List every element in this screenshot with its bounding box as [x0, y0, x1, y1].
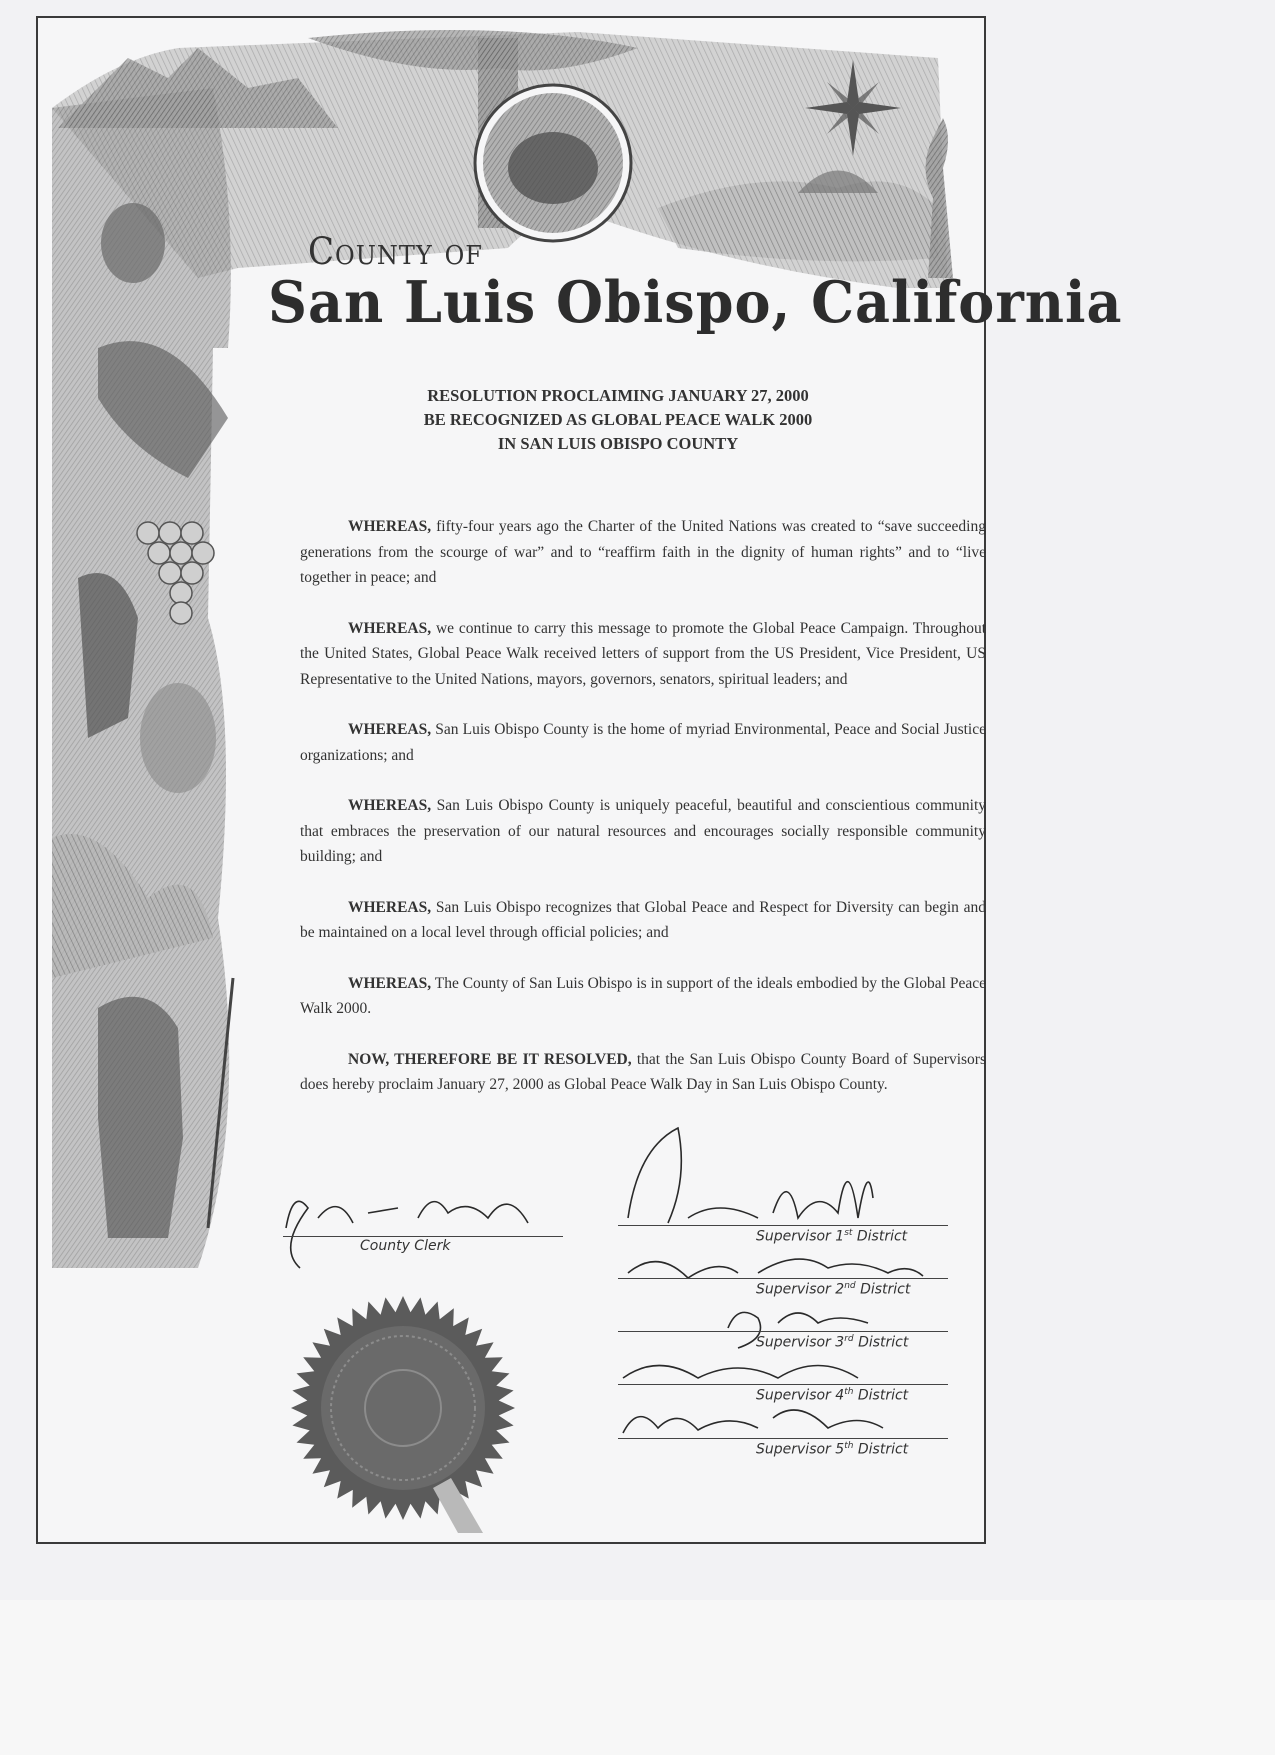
district-number: 2 — [835, 1281, 845, 1298]
resolution-body — [300, 514, 986, 1123]
paragraph-lead: WHEREAS, — [348, 619, 432, 637]
resolved-paragraph — [300, 1047, 986, 1098]
header-county-of: County of — [308, 230, 483, 274]
paragraph-lead: NOW, THEREFORE BE IT RESOLVED, — [348, 1050, 632, 1068]
paragraph-text: that the San Luis Obispo County Board of Supervisors does hereby proclaim January 27, 2000 as Global Peace Walk Day in San Luis Obispo County. — [300, 1050, 986, 1093]
whereas-paragraph — [300, 971, 986, 1022]
resolution-title — [268, 384, 968, 456]
district-word: District — [857, 1387, 909, 1404]
resolution-title-line: BE RECOGNIZED AS GLOBAL PEACE WALK 2000 — [423, 410, 813, 429]
supervisor-label — [756, 1441, 908, 1458]
district-ordinal: th — [844, 1441, 854, 1451]
district-ordinal: th — [844, 1387, 854, 1397]
supervisor-title: Supervisor — [756, 1441, 831, 1458]
paragraph-lead: WHEREAS, — [348, 721, 432, 738]
resolution-title-line: IN SAN LUIS OBISPO COUNTY — [497, 434, 739, 453]
district-number: 1 — [835, 1228, 845, 1245]
scan-margin — [0, 1600, 1275, 1755]
district-word: District — [858, 1334, 909, 1351]
supervisor-title: Supervisor — [756, 1387, 831, 1404]
paragraph-lead: WHEREAS, — [348, 898, 432, 916]
district-word: District — [860, 1281, 911, 1298]
paragraph-text: The County of San Luis Obispo is in support of the ideals embodied by the Global Peace Walk 2000. — [300, 974, 986, 1017]
whereas-paragraph — [300, 717, 986, 768]
supervisor-label — [756, 1281, 910, 1298]
district-word: District — [857, 1441, 909, 1458]
supervisor-signature-line — [618, 1225, 948, 1226]
paragraph-text: San Luis Obispo County is uniquely peaceful, beautiful and conscientious community that embraces the preservation of our natural resources and encourages socially responsible community building; and — [300, 797, 986, 865]
clerk-signature-line — [283, 1236, 563, 1237]
county-seal-icon — [283, 1288, 533, 1538]
supervisor-label — [756, 1387, 908, 1404]
district-ordinal: nd — [844, 1281, 856, 1291]
whereas-paragraph — [300, 895, 986, 946]
supervisor-title: Supervisor — [756, 1281, 831, 1298]
supervisor-signature-line — [618, 1331, 948, 1332]
paragraph-lead: WHEREAS, — [348, 974, 432, 992]
supervisor-label — [756, 1334, 908, 1351]
district-ordinal: rd — [844, 1334, 854, 1344]
clerk-label: County Clerk — [360, 1238, 451, 1254]
resolution-title-line: RESOLUTION PROCLAIMING JANUARY 27, 2000 — [427, 386, 809, 405]
supervisor-signature-line — [618, 1438, 948, 1439]
district-number: 3 — [835, 1334, 845, 1351]
supervisor-signature-line — [618, 1384, 948, 1385]
paragraph-lead: WHEREAS, — [348, 518, 432, 535]
whereas-paragraph — [300, 514, 986, 591]
proclamation-page — [36, 16, 1123, 1544]
paragraph-text: San Luis Obispo recognizes that Global Peace and Respect for Diversity can begin and be maintained on a local level through official policies; and — [300, 898, 986, 941]
paragraph-text: we continue to carry this message to promote the Global Peace Campaign. Throughout the United States, Global Peace Walk received letters of support from the US President, Vice President, US Representative to the United Nations, mayors, governors, senators, spiritual leaders; and — [300, 619, 986, 688]
header-county-title: San Luis Obispo, California — [268, 268, 1123, 336]
supervisor-title: Supervisor — [756, 1334, 831, 1351]
supervisor-signature-line — [618, 1278, 948, 1279]
supervisor-title: Supervisor — [756, 1228, 831, 1245]
district-ordinal: st — [844, 1228, 853, 1238]
district-number: 5 — [835, 1441, 845, 1458]
paragraph-text: San Luis Obispo County is the home of myriad Environmental, Peace and Social Justice organizations; and — [300, 721, 986, 764]
whereas-paragraph — [300, 616, 986, 693]
paragraph-text: fifty-four years ago the Charter of the United Nations was created to “save succeeding generations from the scourge of war” and to “reaffirm faith in the dignity of human rights” and to “live together in peace; and — [300, 518, 986, 586]
whereas-paragraph — [300, 793, 986, 870]
district-word: District — [856, 1228, 908, 1245]
paragraph-lead: WHEREAS, — [348, 797, 432, 814]
supervisor-label — [756, 1228, 907, 1245]
district-number: 4 — [835, 1387, 845, 1404]
